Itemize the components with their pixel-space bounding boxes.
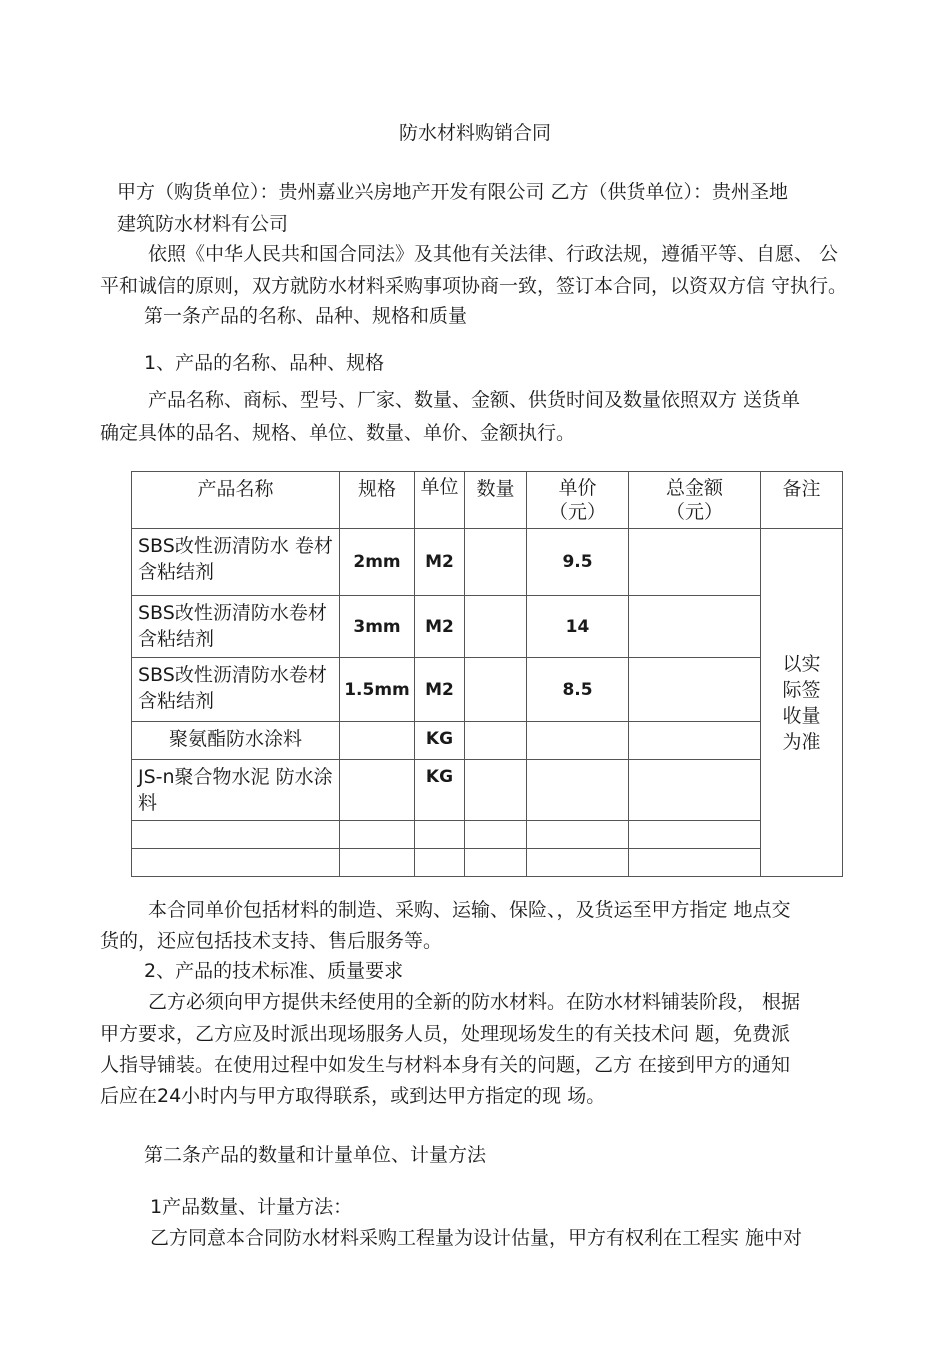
header-name: 产品名称 [132, 472, 340, 529]
table-row [132, 529, 843, 596]
cell-name: JS-n聚合物水泥 防水涂料 [132, 760, 340, 821]
cell-name: SBS改性沥清防水卷材含粘结剂 [132, 658, 340, 722]
cell-price: 8.5 [527, 658, 629, 722]
para-1-line-1: 产品名称、商标、型号、厂家、数量、金额、供货时间及数量依照双方 送货单 [148, 389, 801, 411]
article-2-heading: 第二条产品的数量和计量单位、计量方法 [144, 1144, 487, 1166]
cell-unit: M2 [415, 596, 465, 658]
cell-qty [465, 821, 527, 849]
table-row [132, 821, 843, 849]
product-table [131, 471, 843, 877]
cell-qty [465, 529, 527, 596]
table-row [132, 760, 843, 821]
para-2-line-2: 货的，还应包括技术支持、售后服务等。 [100, 930, 443, 952]
cell-total [629, 722, 761, 760]
section-3-heading: 1产品数量、计量方法： [150, 1196, 353, 1218]
party-line-1: 甲方（购货单位）：贵州嘉业兴房地产开发有限公司 乙方（供货单位）：贵州圣地 [117, 181, 789, 203]
para-3-line-2: 甲方要求，乙方应及时派出现场服务人员，处理现场发生的有关技术问 题，免费派 [100, 1023, 791, 1045]
cell-qty [465, 596, 527, 658]
section-2-heading: 2、产品的技术标准、质量要求 [144, 960, 404, 982]
cell-total [629, 529, 761, 596]
cell-unit: KG [415, 722, 465, 760]
cell-price: 9.5 [527, 529, 629, 596]
article-1-heading: 第一条产品的名称、品种、规格和质量 [144, 305, 468, 327]
para-3-line-4: 后应在24小时内与甲方取得联系，或到达甲方指定的现 场。 [100, 1085, 606, 1107]
header-price: 单价（元） [527, 472, 629, 529]
cell-name: 聚氨酯防水涂料 [132, 722, 340, 760]
cell-qty [465, 849, 527, 877]
table-row [132, 849, 843, 877]
cell-qty [465, 722, 527, 760]
table-row [132, 722, 843, 760]
para-3-line-1: 乙方必须向甲方提供未经使用的全新的防水材料。在防水材料铺装阶段， 根据 [148, 991, 801, 1013]
cell-qty [465, 658, 527, 722]
cell-name [132, 821, 340, 849]
cell-spec [340, 722, 415, 760]
cell-price: 14 [527, 596, 629, 658]
remark-merged-cell: 以实际签收量为准 [761, 529, 843, 877]
header-unit: 单位 [415, 472, 465, 529]
document-title: 防水材料购销合同 [398, 122, 551, 144]
cell-unit [415, 821, 465, 849]
cell-unit: M2 [415, 658, 465, 722]
cell-name [132, 849, 340, 877]
table-row [132, 658, 843, 722]
cell-price [527, 849, 629, 877]
cell-spec [340, 821, 415, 849]
section-1-heading: 1、产品的名称、品种、规格 [144, 352, 385, 374]
cell-unit: KG [415, 760, 465, 821]
cell-price [527, 722, 629, 760]
header-remark: 备注 [761, 472, 843, 529]
cell-total [629, 849, 761, 877]
party-line-2: 建筑防水材料有公司 [117, 213, 289, 235]
header-spec: 规格 [340, 472, 415, 529]
cell-spec: 1.5mm [340, 658, 415, 722]
table-row [132, 596, 843, 658]
para-3-line-3: 人指导铺装。在使用过程中如发生与材料本身有关的问题，乙方 在接到甲方的通知 [100, 1054, 791, 1076]
table-header-row [132, 472, 843, 529]
para-2-line-1: 本合同单价包括材料的制造、采购、运输、保险、，及货运至甲方指定 地点交 [148, 899, 791, 921]
cell-total [629, 760, 761, 821]
cell-price [527, 821, 629, 849]
cell-unit: M2 [415, 529, 465, 596]
cell-spec: 2mm [340, 529, 415, 596]
cell-total [629, 658, 761, 722]
intro-line-1: 依照《中华人民共和国合同法》及其他有关法律、行政法规，遵循平等、自愿、 公 [148, 243, 839, 265]
intro-line-2: 平和诚信的原则，双方就防水材料采购事项协商一致，签订本合同，以资双方信 守执行。 [100, 275, 848, 297]
cell-name: SBS改性沥清防水 卷材含粘结剂 [132, 529, 340, 596]
cell-spec [340, 849, 415, 877]
cell-qty [465, 760, 527, 821]
para-1-line-2: 确定具体的品名、规格、单位、数量、单价、金额执行。 [100, 422, 576, 444]
cell-name: SBS改性沥清防水卷材含粘结剂 [132, 596, 340, 658]
header-qty: 数量 [465, 472, 527, 529]
para-4-line-1: 乙方同意本合同防水材料采购工程量为设计估量，甲方有权利在工程实 施中对 [150, 1227, 803, 1249]
cell-spec: 3mm [340, 596, 415, 658]
cell-price [527, 760, 629, 821]
cell-unit [415, 849, 465, 877]
cell-total [629, 821, 761, 849]
cell-total [629, 596, 761, 658]
cell-spec [340, 760, 415, 821]
header-total: 总金额（元） [629, 472, 761, 529]
